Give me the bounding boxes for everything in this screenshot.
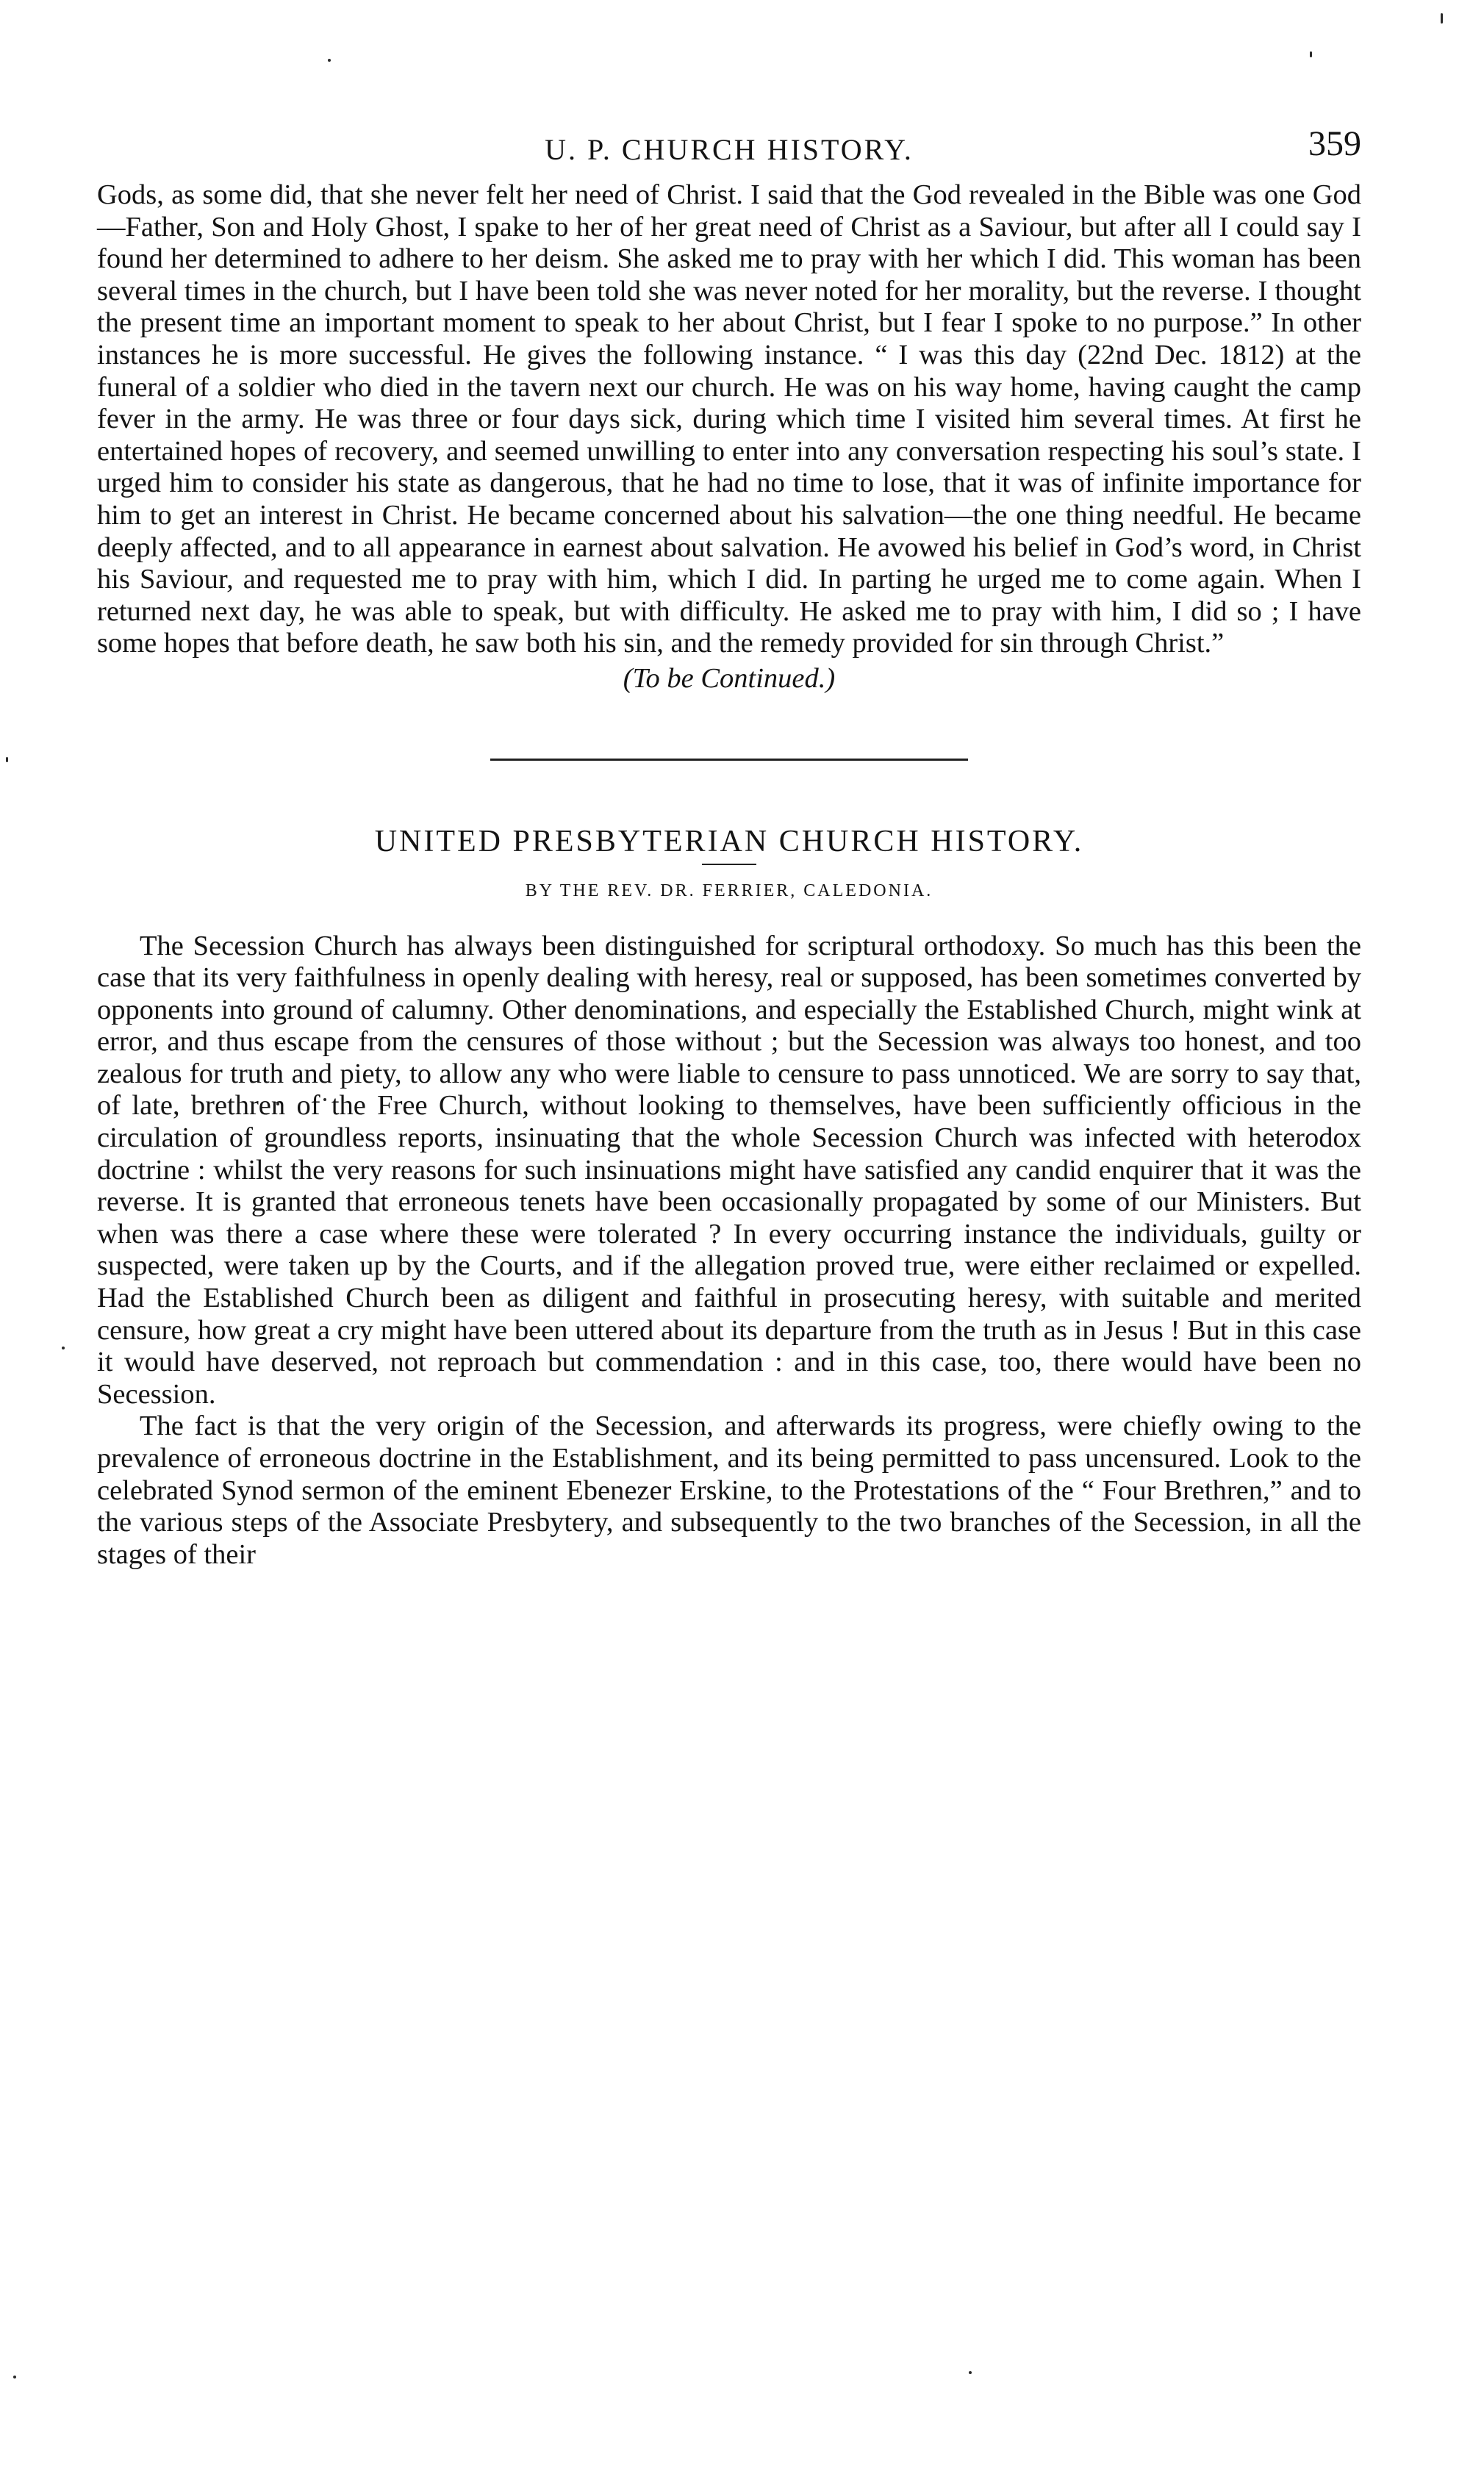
article-paragraph-1: The Secession Church has always been distinguished for scriptural orthodoxy. So much has this been the case that its very faithfulness in openly dealing with heresy, real or supposed, has been sometimes converted by opponents into ground of calumny. Other denominations, and especially the Established Church, might wink at error, and thus escape from the censures of those without ; but the Secession was always too honest, and too zealous for truth and piety, to allow any who were liable to censure to pass unnoticed. We are sorry to say that, of late, brethren of the Free Church, without looking to themselves, have been sufficiently officious in the circulation of groundless reports, insinuating that the whole Secession Church was infected with heterodox doctrine : whilst the very reasons for such insinuations might have satisfied any candid enquirer that it was the reverse. It is granted that erroneous tenets have been occasionally propagated by some of our Ministers. But when was there a case where these were tolerated ? In every occurring instance the individuals, guilty or suspected, were taken up by the Courts, and if the allegation proved true, were either reclaimed or expelled. Had the Established Church been as diligent and faithful in prosecuting heresy, with suitable and merited censure, how great a cry might have been uttered about its departure from the truth as in Jesus ! But in this case it would have deserved, not reproach but commendation : and in this case, too, there would have been no Secession. (97, 930, 1361, 1410)
print-speck (328, 59, 331, 62)
continued-paragraph: Gods, as some did, that she never felt her need of Christ. I said that the God revealed in the Bible was one God—Father, Son and Holy Ghost, I spake to her of her great need of Christ as a Saviour, but after all I could say I found her determined to adhere to her deism. She asked me to pray with her which I did. This woman has been several times in the church, but I have been told she was never noted for her morality, but the reverse. I thought the present time an important moment to speak to her about Christ, but I fear I spoke to no purpose.” In other instances he is more successful. He gives the following instance. “ I was this day (22nd Dec. 1812) at the funeral of a soldier who died in the tavern next our church. He was on his way home, having caught the camp fever in the army. He was three or four days sick, during which time I visited him several times. At first he entertained hopes of recovery, and seemed unwilling to enter into any conversation respecting his soul’s state. I urged him to consider his state as dangerous, that he had no time to lose, that it was of infinite importance for him to get an interest in Christ. He became concerned about his salvation—the one thing needful. He became deeply affected, and to all appearance in earnest about salvation. He avowed his belief in God’s word, in Christ his Saviour, and requested me to pray with him, which I did. In parting he urged me to come again. When I returned next day, he was able to speak, but with difficulty. He asked me to pray with him, I did so ; I have some hopes that before death, he saw both his sin, and the remedy provided for sin through Christ.” (97, 179, 1361, 659)
print-speck (62, 1347, 65, 1349)
page-number: 359 (1308, 124, 1361, 163)
title-underline (702, 864, 756, 865)
running-header (97, 110, 1361, 169)
print-speck (1441, 13, 1443, 24)
article-paragraph-2: The fact is that the very origin of the Secession, and afterwards its progress, were chiefly owing to the prevalence of erroneous doctrine in the Establishment, and its being permitted to pass uncensured. Look to the celebrated Synod sermon of the eminent Ebenezer Erskine, to the Protestations of the “ Four Brethren,” and to the various steps of the Associate Presbytery, and subsequently to the two branches of the Secession, in all the stages of their (97, 1410, 1361, 1570)
article-byline: BY THE REV. DR. FERRIER, CALEDONIA. (525, 881, 933, 900)
print-speck (969, 2371, 972, 2374)
running-title: U. P. CHURCH HISTORY. (545, 133, 914, 166)
print-speck (6, 757, 8, 762)
book-page (97, 110, 1361, 1571)
to-be-continued-note: (To be Continued.) (623, 662, 836, 694)
print-speck (1310, 51, 1312, 57)
section-divider (490, 759, 968, 761)
print-speck (13, 2376, 16, 2378)
article-title: UNITED PRESBYTERIAN CHURCH HISTORY. (374, 824, 1084, 858)
